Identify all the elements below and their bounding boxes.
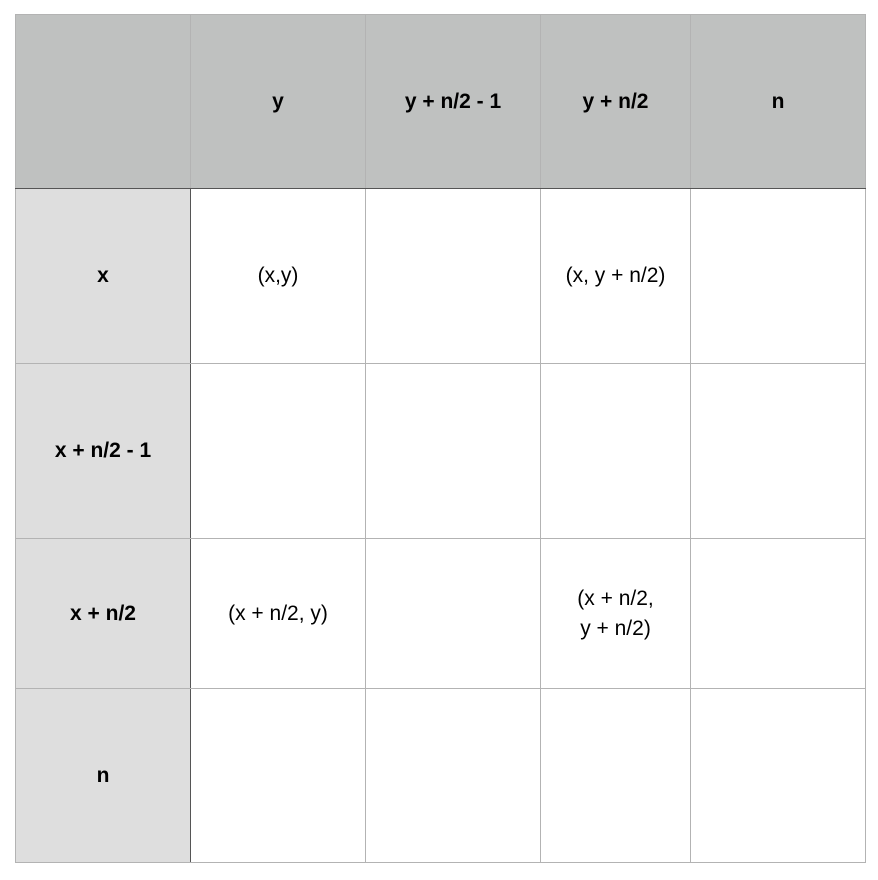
corner-cell [16,15,191,189]
cell-empty [191,689,366,863]
column-header-y-plus-half: y + n/2 [541,15,691,189]
cell-empty [541,364,691,539]
cell-empty [366,689,541,863]
cell-x-y-plus-half: (x, y + n/2) [541,189,691,364]
cell-line-1: (x + n/2, [577,587,654,611]
cell-line-2: y + n/2) [580,616,651,640]
column-header-y-plus-half-minus-one: y + n/2 - 1 [366,15,541,189]
cell-empty [191,364,366,539]
table-row [16,189,866,364]
column-header-y: y [191,15,366,189]
cell-x-plus-half-y: (x + n/2, y) [191,539,366,689]
cell-x-y: (x,y) [191,189,366,364]
cell-empty [691,189,866,364]
table-row [16,539,866,689]
cell-empty [691,364,866,539]
row-header-x: x [16,189,191,364]
cell-empty [691,689,866,863]
cell-empty [366,539,541,689]
table-row [16,689,866,863]
row-header-n: n [16,689,191,863]
row-header-x-plus-half-minus-one: x + n/2 - 1 [16,364,191,539]
cell-empty [541,689,691,863]
cell-empty [691,539,866,689]
cell-x-plus-half-y-plus-half [541,539,691,689]
column-header-n: n [691,15,866,189]
row-header-x-plus-half: x + n/2 [16,539,191,689]
header-row [16,15,866,189]
cell-empty [366,364,541,539]
cell-empty [366,189,541,364]
table-row [16,364,866,539]
coordinate-grid-table [15,14,866,863]
